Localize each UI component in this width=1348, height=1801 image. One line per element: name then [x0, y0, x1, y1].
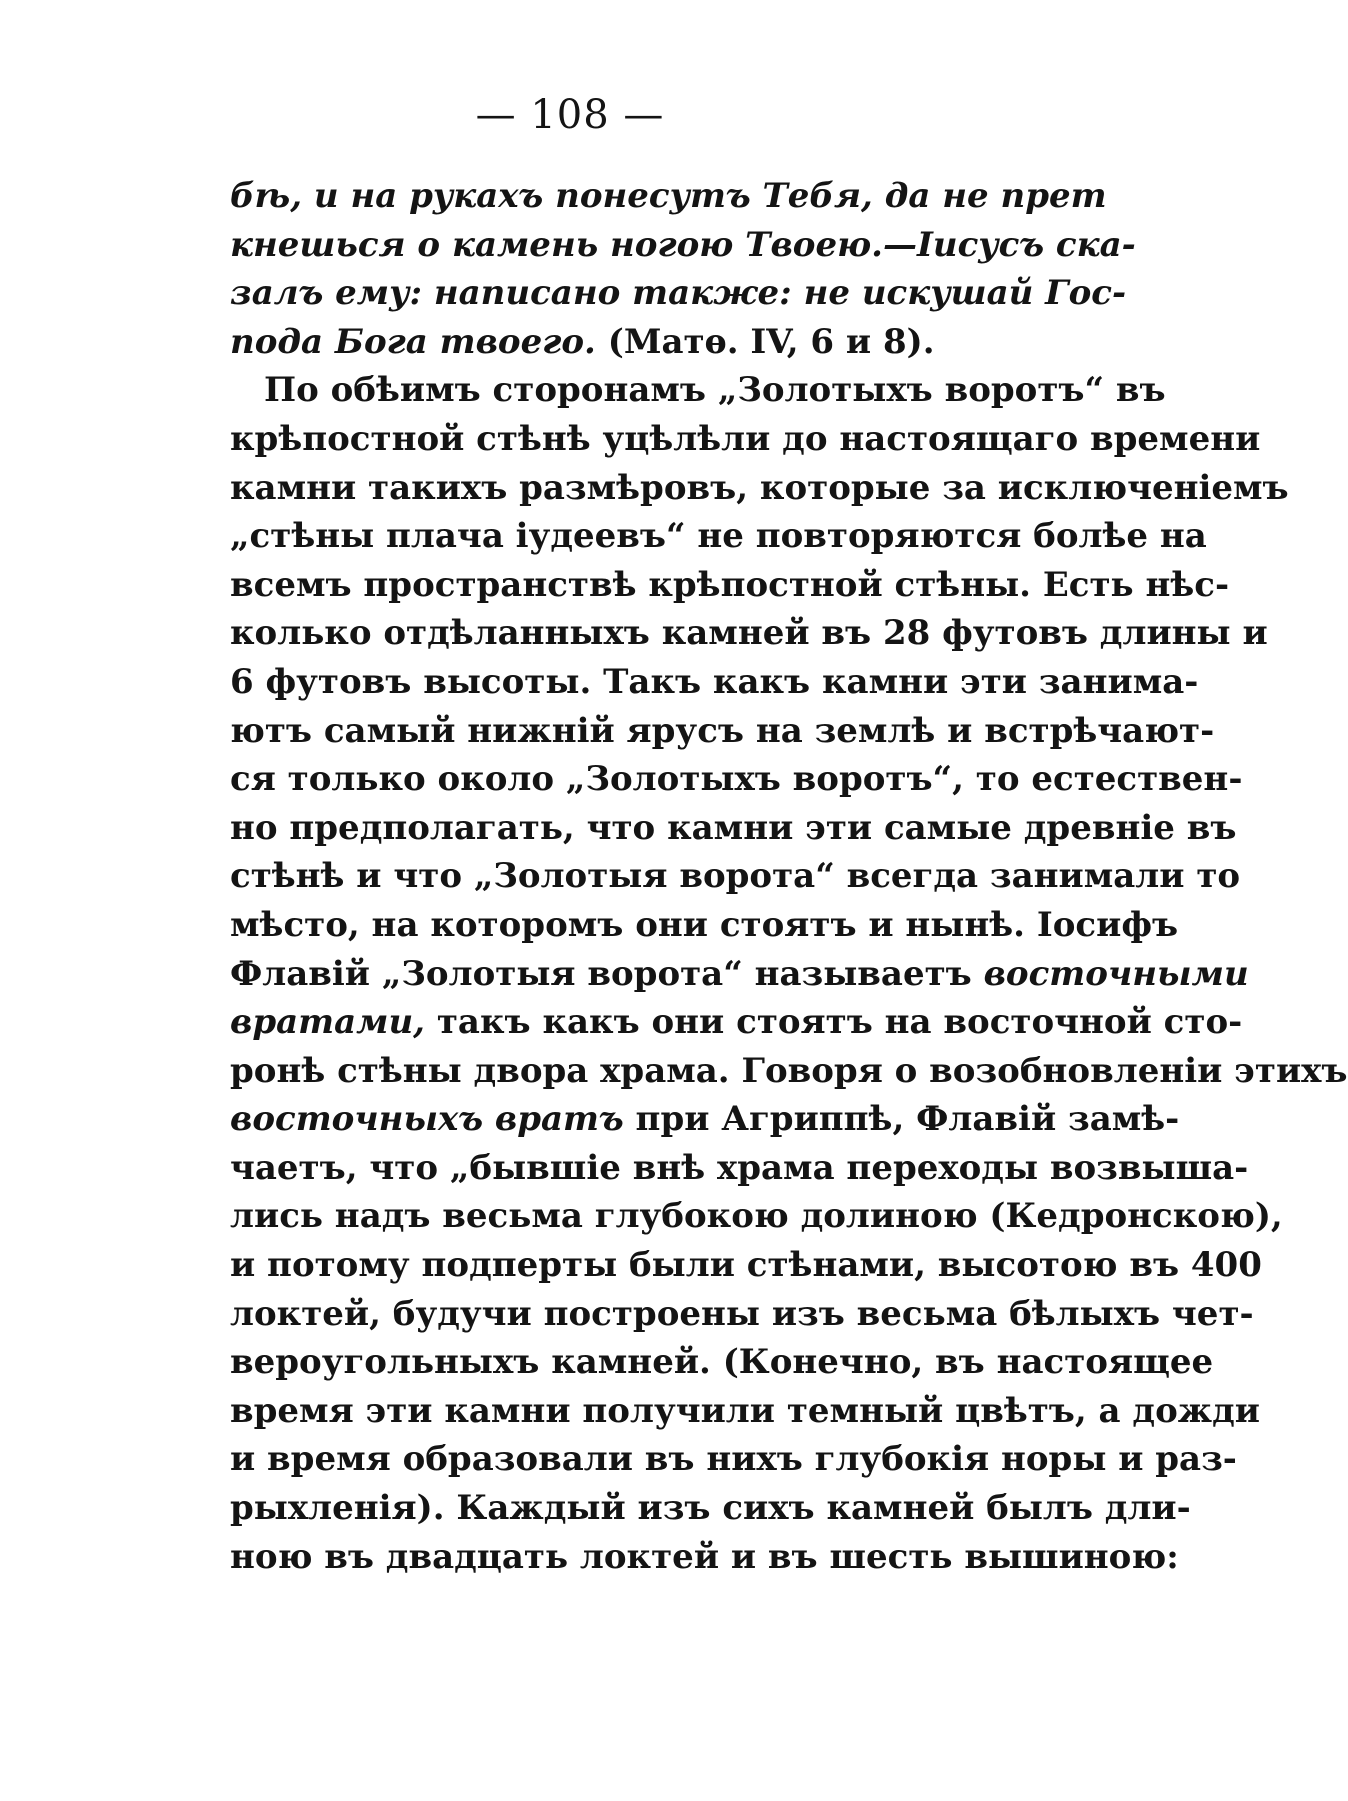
text-line — [230, 1095, 1180, 1144]
text-line — [230, 755, 1243, 804]
text-line — [230, 1047, 1348, 1096]
text-segment: локтей, будучи построены изъ весьма бѣлыхъ чет- — [230, 1293, 1254, 1334]
text-line — [230, 269, 1127, 318]
page-number: — 108 — — [475, 92, 665, 138]
body-text — [230, 172, 1348, 1581]
text-line — [230, 318, 1045, 367]
text-line — [230, 1338, 1214, 1387]
text-segment: время эти камни получили темный цвѣтъ, а дожди — [230, 1390, 1260, 1431]
text-line — [230, 172, 1107, 221]
text-line — [230, 464, 1289, 513]
text-segment: ронѣ стѣны двора храма. Говоря о возобновленіи этихъ — [230, 1050, 1348, 1091]
text-segment: крѣпостной стѣнѣ уцѣлѣли до настоящаго времени — [230, 418, 1261, 459]
text-line — [230, 1192, 1283, 1241]
text-segment: „стѣны плача іудеевъ“ не повторяются болѣе на — [230, 516, 1207, 557]
text-line — [230, 1387, 1260, 1436]
text-line — [230, 901, 1179, 950]
text-segment: мѣсто, на которомъ они стоятъ и нынѣ. Іосифъ — [230, 904, 1179, 945]
text-segment: стѣнѣ и что „Золотыя ворота“ всегда занимали то — [230, 856, 1241, 897]
text-segment: вероугольныхъ камней. (Конечно, въ настоящее — [230, 1342, 1214, 1383]
text-segment: Флавій „Золотыя ворота“ называетъ — [230, 953, 984, 994]
text-line — [230, 415, 1261, 464]
text-segment: такъ какъ они стоятъ на восточной сто- — [425, 1002, 1243, 1043]
text-segment: при Агриппѣ, Флавій замѣ- — [623, 1099, 1180, 1140]
text-segment: вратами, — [230, 1002, 426, 1043]
text-segment: (Матѳ. IV, 6 и 8). — [595, 321, 935, 362]
text-segment: залъ ему: написано также: не искушай Гос- — [230, 273, 1127, 314]
text-segment: колько отдѣланныхъ камней въ 28 футовъ длины и — [230, 613, 1268, 654]
text-line — [230, 366, 1166, 415]
text-segment: По обѣимъ сторонамъ „Золотыхъ воротъ“ въ — [264, 370, 1166, 411]
text-segment: и время образовали въ нихъ глубокія норы и раз- — [230, 1439, 1237, 1480]
text-line — [230, 950, 1249, 999]
text-line — [230, 1484, 1191, 1533]
text-line — [230, 609, 1268, 658]
text-line — [230, 1144, 1249, 1193]
text-line — [230, 1435, 1237, 1484]
text-line — [230, 1290, 1254, 1339]
text-segment: камни такихъ размѣровъ, которые за исключеніемъ — [230, 467, 1289, 508]
text-line — [230, 707, 1215, 756]
text-segment: 6 футовъ высоты. Такъ какъ камни эти занима- — [230, 661, 1199, 702]
text-line — [230, 998, 1243, 1047]
text-segment: бѣ, и на рукахъ понесутъ Тебя, да не прет — [230, 176, 1107, 216]
text-segment: рыхленія). Каждый изъ сихъ камней былъ дли- — [230, 1488, 1191, 1529]
text-segment: кнешься о камень ногою Твоею.—Іисусъ ска- — [230, 224, 1136, 265]
text-segment: пода Бога твоего. — [230, 321, 596, 362]
text-line — [230, 512, 1207, 561]
text-segment: восточными — [983, 953, 1249, 994]
text-segment: восточныхъ вратъ — [230, 1099, 624, 1140]
text-segment: ною въ двадцать локтей и въ шесть вышиною: — [230, 1536, 1179, 1577]
text-line — [230, 1241, 1262, 1290]
text-segment: всемъ пространствѣ крѣпостной стѣны. Есть нѣс- — [230, 564, 1230, 605]
text-segment: лись надъ весьма глубокою долиною (Кедронскою), — [230, 1196, 1283, 1237]
text-segment: ютъ самый нижній ярусъ на землѣ и встрѣчают- — [230, 710, 1215, 751]
text-segment: чаетъ, что „бывшіе внѣ храма переходы возвыша- — [230, 1147, 1249, 1188]
text-segment: и потому подперты были стѣнами, высотою въ 400 — [230, 1245, 1262, 1286]
text-line — [230, 658, 1199, 707]
text-line — [230, 1533, 1179, 1582]
text-line — [230, 852, 1241, 901]
text-line — [230, 561, 1230, 610]
text-segment: ся только около „Золотыхъ воротъ“, то естествен- — [230, 759, 1243, 800]
text-line — [230, 221, 1136, 270]
text-line — [230, 804, 1237, 853]
text-segment: но предполагать, что камни эти самые древніе въ — [230, 807, 1237, 848]
